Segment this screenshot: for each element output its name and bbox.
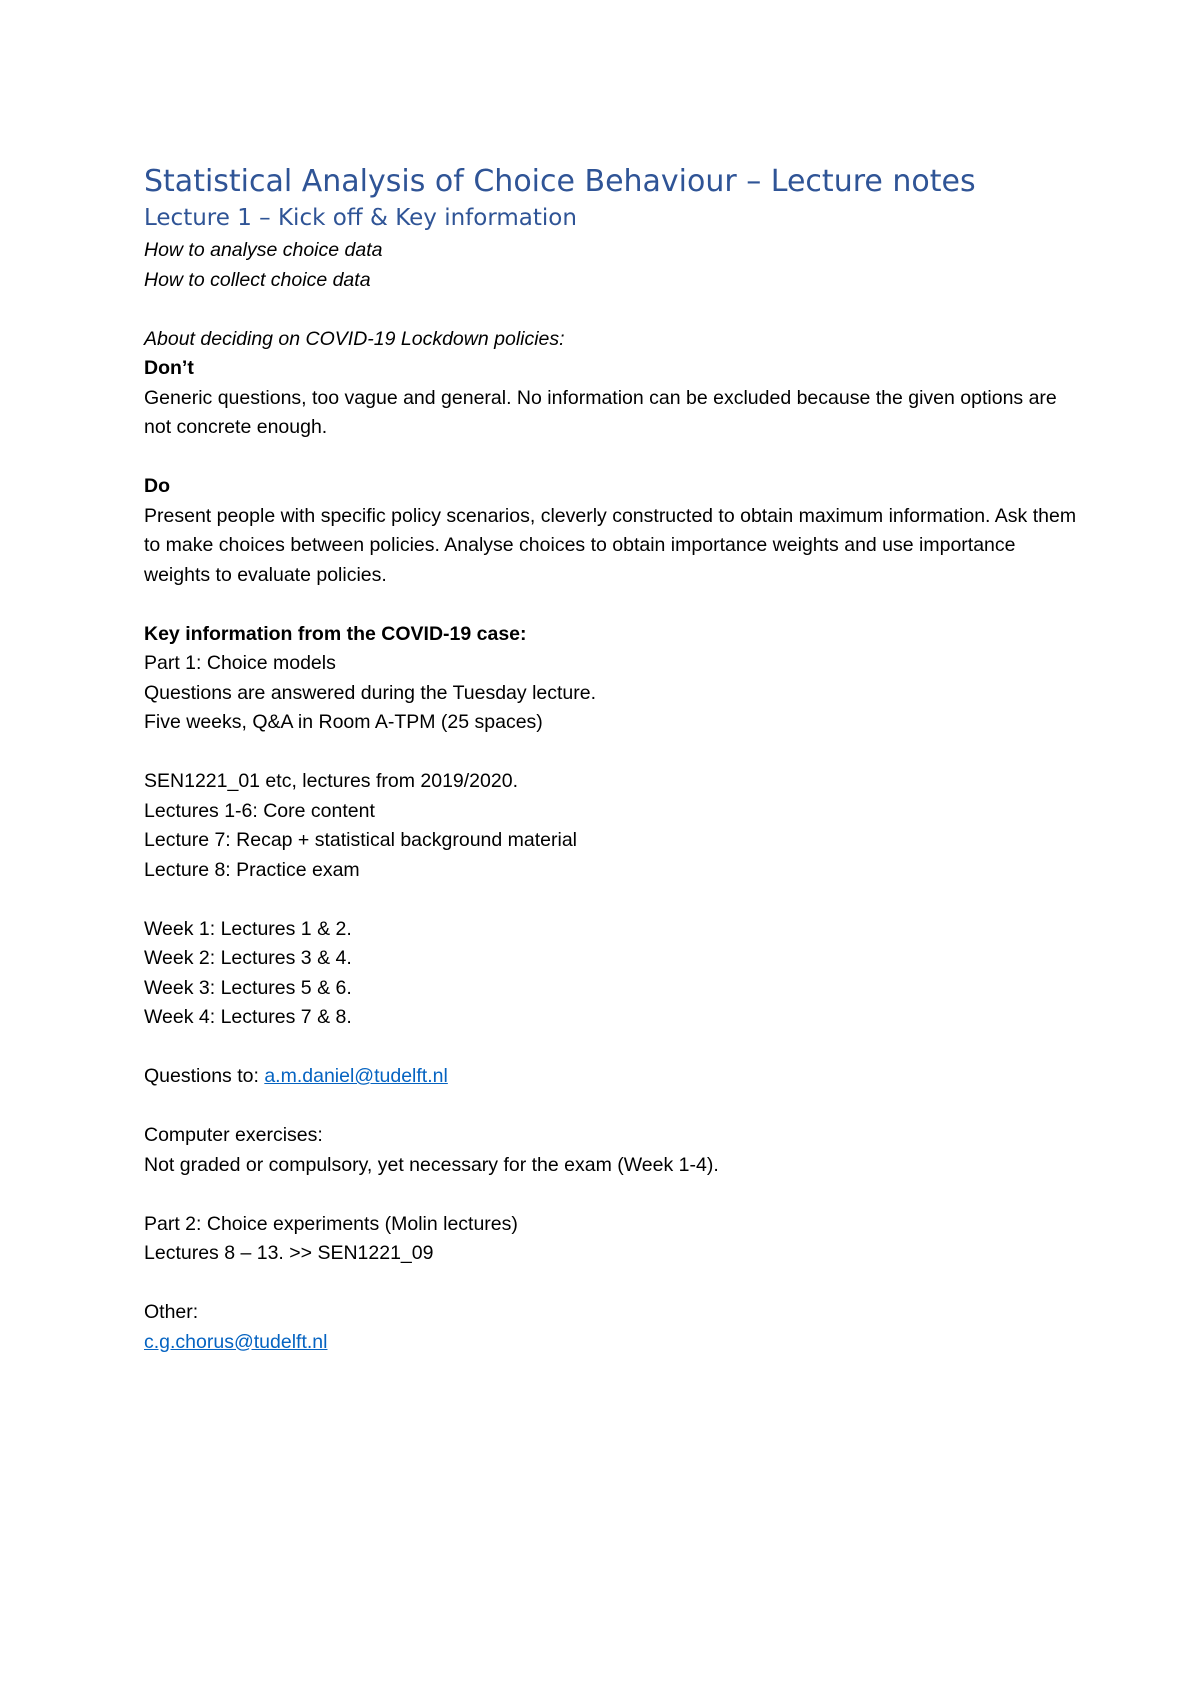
week-list-item: Week 2: Lectures 3 & 4.	[144, 947, 352, 969]
spacer	[144, 1269, 1084, 1299]
spacer	[144, 443, 1084, 473]
document-title: Statistical Analysis of Choice Behaviour – Lecture notes	[144, 164, 976, 199]
lecture-list-item: Lectures 1-6: Core content	[144, 799, 375, 822]
questions-label: Questions to:	[144, 1065, 265, 1087]
part1-weeks: Five weeks, Q&A in Room A-TPM (25 spaces)	[144, 711, 543, 733]
document-body	[144, 162, 1084, 1357]
spacer	[144, 1180, 1084, 1210]
covid-heading: About deciding on COVID-19 Lockdown policies:	[144, 327, 565, 350]
week-list-item: Week 3: Lectures 5 & 6.	[144, 976, 352, 999]
lecture-list-item: Lecture 7: Recap + statistical background material	[144, 829, 578, 851]
computer-exercises-text: Not graded or compulsory, yet necessary for the exam (Week 1-4).	[144, 1153, 719, 1176]
sen-line: SEN1221_01 etc, lectures from 2019/2020.	[144, 770, 518, 792]
do-paragraph: Present people with specific policy scenarios, cleverly constructed to obtain maximum information. Ask them to make choices between policies. Analyse choices to obtain importance weights and use importance weights to evaluate policies.	[144, 504, 1077, 586]
week-list-item: Week 1: Lectures 1 & 2.	[144, 917, 352, 940]
lecture-list-item: Lecture 8: Practice exam	[144, 858, 360, 881]
questions-email-link[interactable]: a.m.daniel@tudelft.nl	[264, 1065, 448, 1087]
spacer	[144, 1033, 1084, 1063]
spacer	[144, 738, 1084, 768]
spacer	[144, 1092, 1084, 1122]
part1-title: Part 1: Choice models	[144, 652, 336, 674]
spacer	[144, 885, 1084, 915]
spacer	[144, 295, 1084, 325]
key-info-heading: Key information from the COVID-19 case:	[144, 622, 527, 645]
week-list-item: Week 4: Lectures 7 & 8.	[144, 1006, 352, 1028]
other-email-link[interactable]: c.g.chorus@tudelft.nl	[144, 1330, 328, 1353]
other-label: Other:	[144, 1301, 199, 1323]
do-label: Do	[144, 475, 170, 497]
other-email-line	[144, 1328, 1084, 1358]
lecture-subtitle: Lecture 1 – Kick off & Key information	[144, 205, 577, 231]
intro-line-collect: How to collect choice data	[144, 268, 371, 291]
spacer	[144, 590, 1084, 620]
part1-questions: Questions are answered during the Tuesday lecture.	[144, 681, 597, 704]
intro-line-analyse: How to analyse choice data	[144, 239, 383, 261]
part2-lectures: Lectures 8 – 13. >> SEN1221_09	[144, 1242, 434, 1264]
part2-title: Part 2: Choice experiments (Molin lectures)	[144, 1212, 518, 1235]
dont-paragraph: Generic questions, too vague and general. No information can be excluded because the given options are not concrete enough.	[144, 386, 1057, 438]
computer-exercises-heading: Computer exercises:	[144, 1124, 323, 1146]
dont-label: Don’t	[144, 357, 194, 379]
questions-line	[144, 1062, 1084, 1092]
